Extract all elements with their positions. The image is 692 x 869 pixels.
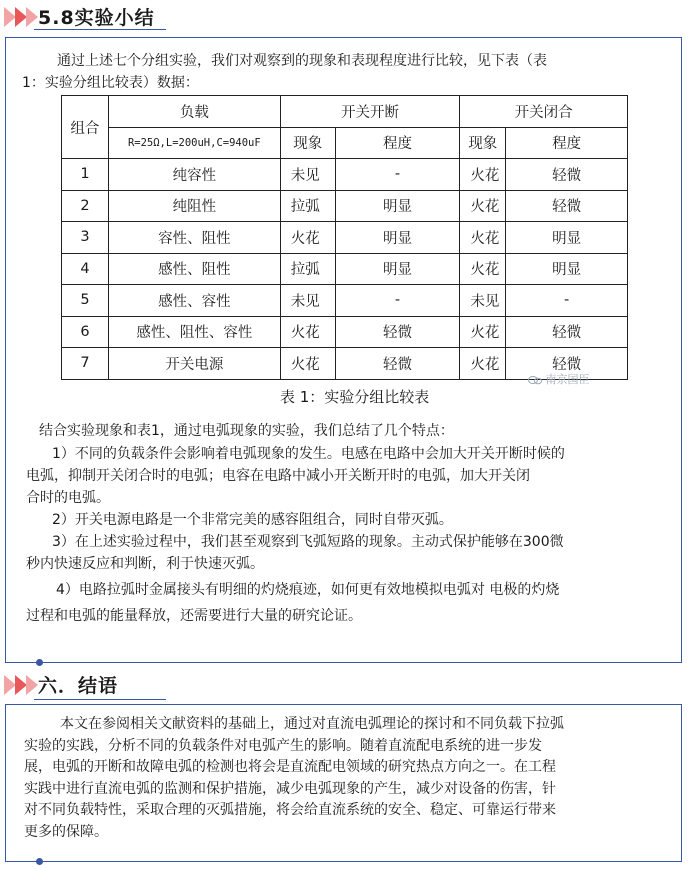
row-open-phenomenon: 未见 — [280, 159, 335, 191]
row-load: 感性、阻性、容性 — [108, 316, 280, 348]
table-row — [62, 253, 628, 285]
frame-dot — [36, 659, 43, 666]
row-close-phenomenon: 火花 — [460, 316, 506, 348]
header-load: 负载 — [108, 96, 280, 128]
row-close-degree: 轻微 — [506, 348, 628, 380]
row-close-phenomenon: 火花 — [460, 253, 506, 285]
summary-point — [26, 509, 676, 531]
sub-degree: 程度 — [335, 127, 460, 159]
row-close-phenomenon: 火花 — [460, 222, 506, 254]
table-subheader-row — [62, 127, 628, 159]
row-id: 5 — [62, 285, 109, 317]
summary-point — [26, 579, 676, 627]
row-load: 容性、阻性 — [108, 222, 280, 254]
sub-phenomenon: 现象 — [460, 127, 506, 159]
row-id: 1 — [62, 159, 109, 191]
point-line: 电弧，抑制开关闭合时的电弧；电容在电路中减小开关断开时的电弧，加大开关闭 — [26, 468, 530, 484]
row-id: 7 — [62, 348, 109, 380]
summary-point — [26, 531, 676, 575]
section-heading-6 — [0, 670, 692, 700]
double-arrow-icon — [4, 674, 38, 696]
row-open-degree: 轻微 — [335, 316, 460, 348]
row-close-degree: 明显 — [506, 222, 628, 254]
point-line: 秒内快速反应和判断，利于快速灭弧。 — [26, 556, 264, 572]
row-open-phenomenon: 火花 — [280, 316, 335, 348]
conclusion-line: 展，电弧的开断和故障电弧的检测也将会是直流配电领域的研究热点方向之一。在工程 — [24, 759, 556, 775]
section-title: 5.8实验小结 — [38, 7, 155, 29]
point-line: 1）不同的负载条件会影响着电弧现象的发生。电感在电路中会加大开关开断时候的 — [52, 446, 565, 462]
conclusion-line: 本文在参阅相关文献资料的基础上，通过对直流电弧理论的探讨和不同负载下拉弧 — [60, 716, 564, 732]
row-load: 纯容性 — [108, 159, 280, 191]
row-id: 6 — [62, 316, 109, 348]
row-open-degree: 轻微 — [335, 348, 460, 380]
conclusion-line: 更多的保障。 — [24, 823, 108, 840]
row-close-phenomenon: 未见 — [460, 285, 506, 317]
title-underline — [34, 699, 166, 700]
section-heading-5-8 — [0, 2, 692, 32]
sub-degree: 程度 — [506, 127, 628, 159]
summary-line: 结合实验现象和表1，通过电弧现象的实验，我们总结了几个特点： — [39, 423, 454, 439]
sub-phenomenon: 现象 — [280, 127, 335, 159]
row-close-phenomenon: 火花 — [460, 159, 506, 191]
row-id: 4 — [62, 253, 109, 285]
header-group: 组合 — [62, 96, 109, 159]
point-line: 过程和电弧的能量释放，还需要进行大量的研究论证。 — [26, 608, 362, 624]
table-row — [62, 159, 628, 191]
frame-dot — [36, 858, 43, 865]
row-load: 开关电源 — [108, 348, 280, 380]
point-line: 4）电路拉弧时金属接头有明细的灼烧痕迹，如何更有效地模拟电弧对 电极的灼烧 — [56, 582, 560, 598]
row-open-degree: 明显 — [335, 253, 460, 285]
conclusion-line: 实践中进行直流电弧的监测和保护措施，减少电弧现象的产生，减少对设备的伤害，针 — [24, 780, 556, 797]
intro-line: 通过上述七个分组实验，我们对观察到的现象和表现程度进行比较，见下表（表 — [57, 53, 547, 69]
row-close-phenomenon: 火花 — [460, 190, 506, 222]
row-close-degree: - — [506, 285, 628, 317]
row-load: 感性、容性 — [108, 285, 280, 317]
header-load-params: R=25Ω,L=200uH,C=940uF — [108, 127, 280, 159]
row-close-degree: 轻微 — [506, 316, 628, 348]
point-line: 合时的电弧。 — [26, 490, 110, 506]
watermark-text: 南京国臣 — [545, 373, 590, 386]
row-open-degree: - — [335, 159, 460, 191]
row-id: 3 — [62, 222, 109, 254]
intro-paragraph — [22, 50, 682, 94]
section-title: 六．结语 — [38, 675, 119, 697]
row-load: 感性、阻性 — [108, 253, 280, 285]
row-open-phenomenon: 拉弧 — [280, 190, 335, 222]
row-open-phenomenon: 拉弧 — [280, 253, 335, 285]
row-close-degree: 轻微 — [506, 190, 628, 222]
comparison-table — [61, 95, 628, 380]
row-open-phenomenon: 火花 — [280, 222, 335, 254]
point-line: 3）在上述实验过程中，我们甚至观察到飞弧短路的现象。主动式保护能够在300微 — [52, 534, 564, 550]
summary-paragraph — [39, 420, 679, 442]
summary-point — [26, 443, 676, 509]
conclusion-line: 对不同负载特性，采取合理的灭弧措施，将会给直流系统的安全、稳定、可靠运行带来 — [24, 802, 556, 818]
table-caption: 表 1：实验分组比较表 — [280, 388, 430, 406]
row-close-degree: 轻微 — [506, 159, 628, 191]
table-row — [62, 285, 628, 317]
summary-points — [26, 443, 676, 627]
row-close-degree: 明显 — [506, 253, 628, 285]
row-open-degree: - — [335, 285, 460, 317]
header-open: 开关开断 — [280, 96, 460, 128]
row-open-phenomenon: 火花 — [280, 348, 335, 380]
row-load: 纯阻性 — [108, 190, 280, 222]
row-open-degree: 明显 — [335, 222, 460, 254]
row-open-phenomenon: 未见 — [280, 285, 335, 317]
double-arrow-icon — [4, 6, 38, 28]
wechat-icon — [528, 375, 542, 385]
point-line: 2）开关电源电路是一个非常完美的感容阻组合，同时自带灭弧。 — [52, 512, 453, 528]
table-row — [62, 316, 628, 348]
intro-line: 1：实验分组比较表）数据： — [22, 75, 199, 91]
row-open-degree: 明显 — [335, 190, 460, 222]
header-close: 开关闭合 — [460, 96, 628, 128]
row-id: 2 — [62, 190, 109, 222]
row-close-phenomenon: 火花 — [460, 348, 506, 380]
title-underline — [34, 29, 166, 30]
table-row — [62, 222, 628, 254]
conclusion-paragraph — [24, 714, 674, 843]
table-header-row — [62, 96, 628, 128]
watermark — [528, 371, 590, 387]
conclusion-line: 实验的实践，分析不同的负载条件对电弧产生的影响。随着直流配电系统的进一步发 — [24, 737, 542, 754]
table-row — [62, 190, 628, 222]
